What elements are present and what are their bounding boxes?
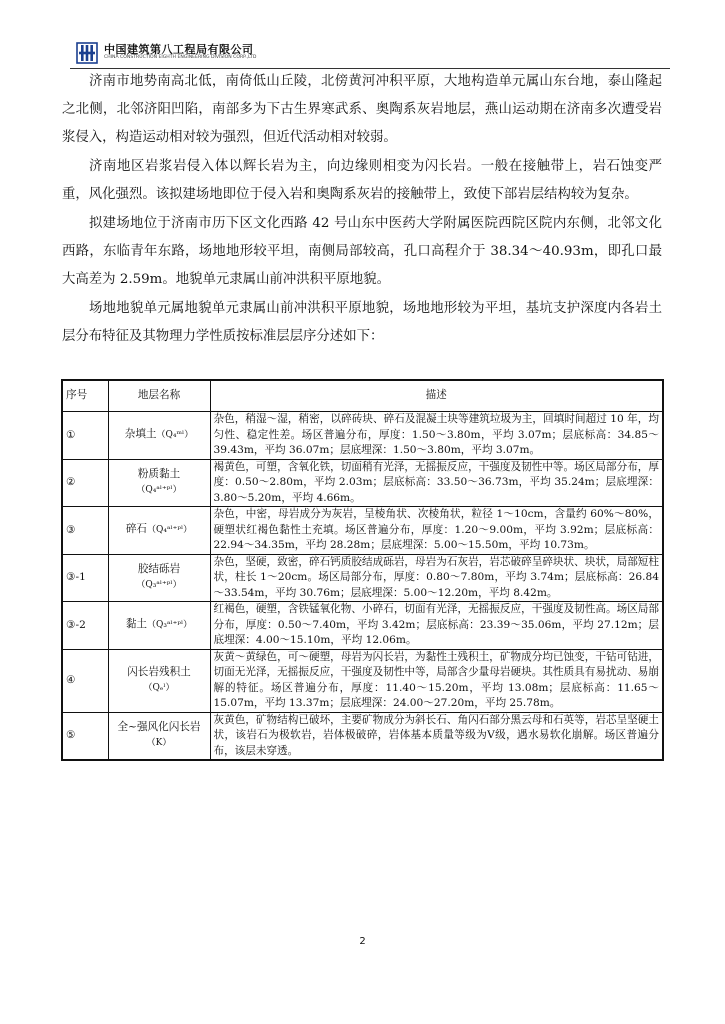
table-row <box>62 459 663 507</box>
layer-name-text: 全~强风化闪长岩 <box>117 720 201 733</box>
layer-name <box>108 602 210 650</box>
layer-desc: 褐黄色，可塑，含氧化铁，切面稍有光泽，无摇振反应，干强度及韧性中等。场区局部分布，厚度：0.50～2.80m，平均 2.03m；层底标高：33.50～36.73m，平均 35.24m；层底埋深：3.80～5.20m，平均 4.66m。 <box>210 459 663 507</box>
layer-name <box>108 554 210 602</box>
header-no: 序号 <box>62 380 108 412</box>
header-name: 地层名称 <box>108 380 210 412</box>
layer-name-text: 胶结砾岩 <box>137 562 181 575</box>
layer-symbol: （Q₃ᵃˡ⁺ᵖˡ） <box>136 580 182 591</box>
table-header-row <box>62 380 663 412</box>
paragraph-strata-intro: 场地地貌单元属地貌单元隶属山前冲洪积平原地貌，场地地形较为平坦，基坑支护深度内各岩土层分布特征及其物理力学性质按标准层层序分述如下： <box>62 301 662 344</box>
company-name-en: CHINA CONSTRUCTION EIGHTH ENGINEERING DIVISION CORP.,LTD <box>104 55 257 60</box>
layer-name <box>108 507 210 555</box>
strata-table <box>61 379 664 761</box>
company-logo-icon <box>76 42 98 64</box>
layer-name <box>108 459 210 507</box>
paragraph-site-location: 拟建场地位于济南市历下区文化西路 42 号山东中医药大学附属医院西院区院内东侧，北邻文化西路，东临青年东路，场地地形较平坦，南侧局部较高，孔口高程介于 38.34～40.93m，即孔口最大高差为 2.59m。地貌单元隶属山前冲洪积平原地貌。 <box>62 216 662 287</box>
layer-symbol: （Q₄ᵃˡ⁺ᵖˡ） <box>136 485 182 496</box>
layer-name-text: 碎石 <box>125 523 147 535</box>
layer-symbol: （Q₄ᵃˡ⁺ᵖˡ） <box>147 525 193 535</box>
layer-no: ③ <box>62 507 108 555</box>
page-number: 2 <box>359 936 366 947</box>
table-row <box>62 412 663 460</box>
header-desc: 描述 <box>210 380 663 412</box>
table-row <box>62 554 663 602</box>
layer-symbol: （K） <box>146 738 172 749</box>
table-row <box>62 649 663 712</box>
layer-name-text: 闪长岩残积土 <box>127 665 191 678</box>
layer-desc: 灰黄～黄绿色，可～硬塑，母岩为闪长岩，为黏性土残积土，矿物成分均已蚀变，干钻可钻进，切面无光泽，无摇振反应，干强度及韧性中等，局部含少量母岩硬块。其性质具有易扰动、易崩解的特征。场区普遍分布，厚度：11.40～15.20m，平均 13.08m；层底标高：11.65～15.07m，平均 13.37m；层底埋深：24.00～27.20m，平均 25.78m。 <box>210 649 663 712</box>
body-text <box>62 68 662 352</box>
table-row <box>62 507 663 555</box>
layer-desc: 杂色，稍湿～湿，稍密，以碎砖块、碎石及混凝土块等建筑垃圾为主，回填时间超过 10 年，均匀性、稳定性差。场区普遍分布，厚度：1.50～3.80m，平均 3.07m；层底标高：34.85～39.43m，平均 36.07m；层底埋深：1.50～3.80m，平均 3.07m。 <box>210 412 663 460</box>
layer-no: ② <box>62 459 108 507</box>
layer-no: ① <box>62 412 108 460</box>
paragraph-geology: 济南市地势南高北低，南倚低山丘陵，北傍黄河冲积平原，大地构造单元属山东台地，泰山隆起之北侧，北邻济阳凹陷，南部多为下古生界寒武系、奥陶系灰岩地层，燕山运动期在济南多次遭受岩浆侵入，构造运动相对较为强烈，但近代活动相对较弱。 <box>62 74 662 145</box>
layer-no: ③-2 <box>62 602 108 650</box>
layer-name-text: 黏土 <box>125 618 147 630</box>
company-name-cn: 中国建筑第八工程局有限公司 <box>104 43 254 56</box>
layer-name <box>108 412 210 460</box>
layer-name <box>108 712 210 760</box>
layer-desc: 杂色，中密，母岩成分为灰岩，呈棱角状、次棱角状，粒径 1～10cm，含量约 60%～80%，硬塑状红褐色黏性土充填。场区普遍分布，厚度：1.20～9.00m，平均 3.92m；层底标高：22.94～34.35m，平均 28.28m；层底埋深：5.00～15.50m，平均 10.73m。 <box>210 507 663 555</box>
layer-no: ③-1 <box>62 554 108 602</box>
page-header <box>70 38 670 69</box>
layer-name-text: 杂填土 <box>124 428 157 440</box>
layer-desc: 灰黄色，矿物结构已破坏，主要矿物成分为斜长石、角闪石部分黑云母和石英等，岩芯呈坚硬土状，该岩石为极软岩，岩体极破碎，岩体基本质量等级为Ⅴ级，遇水易软化崩解。场区普遍分布，该层未穿透。 <box>210 712 663 760</box>
layer-desc: 杂色，坚硬，致密，碎石钙质胶结成砾岩，母岩为石灰岩，岩芯破碎呈碎块状、块状，局部短柱状，柱长 1～20cm。场区局部分布，厚度：0.80～7.80m，平均 3.74m；层底标高：26.84～33.54m，平均 30.76m；层底埋深：5.00～12.20m，平均 8.42m。 <box>210 554 663 602</box>
layer-symbol: （Qₑˡ） <box>143 683 175 693</box>
layer-name-text: 粉质黏土 <box>137 467 181 480</box>
layer-symbol: （Q₃ᵃˡ⁺ᵖˡ） <box>147 620 193 630</box>
table-row <box>62 712 663 760</box>
layer-symbol: （Q₄ᵐˡ） <box>156 430 194 440</box>
layer-name <box>108 649 210 712</box>
layer-no: ④ <box>62 649 108 712</box>
paragraph-intrusion: 济南地区岩浆岩侵入体以辉长岩为主，向边缘则相变为闪长岩。一般在接触带上，岩石蚀变严重，风化强烈。该拟建场地即位于侵入岩和奥陶系灰岩的接触带上，致使下部岩层结构较为复杂。 <box>62 159 662 202</box>
table-row <box>62 602 663 650</box>
layer-no: ⑤ <box>62 712 108 760</box>
layer-desc: 红褐色，硬塑，含铁锰氧化物、小碎石，切面有光泽，无摇振反应，干强度及韧性高。场区局部分布，厚度：0.50～7.40m，平均 3.42m；层底标高：23.39～35.06m，平均 27.12m；层底埋深：4.00～15.10m，平均 12.06m。 <box>210 602 663 650</box>
